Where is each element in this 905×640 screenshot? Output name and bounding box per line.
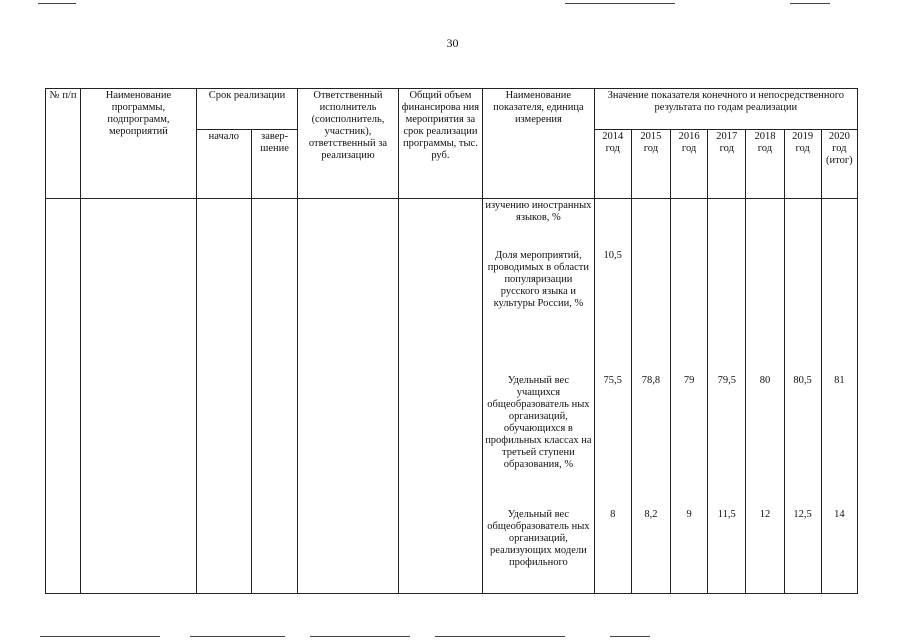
body-responsible-cell	[298, 199, 398, 594]
indicator-text: Удельный вес учащихся общеобразователь ных организаций, обучающихся в профильных классах на третьей ступени образования, %	[485, 375, 592, 470]
values-2020-cell	[821, 199, 857, 594]
header-start: начало	[196, 130, 251, 199]
body-program-cell	[81, 199, 197, 594]
header-indicator: Наименование показателя, единица измерения	[483, 89, 595, 199]
header-year-2020: 2020 год (итог)	[821, 130, 857, 199]
value-2014: 8	[610, 509, 616, 520]
values-2016-cell	[671, 199, 708, 594]
header-values-title: Значение показателя конечного и непосредственного результата по годам реализации	[594, 89, 857, 130]
value-2015: 8,2	[644, 509, 658, 520]
header-year-2017: 2017 год	[708, 130, 746, 199]
scan-artifact-line	[190, 636, 285, 637]
header-num: № п/п	[46, 89, 81, 199]
value-2017: 11,5	[717, 509, 736, 520]
value-2018	[748, 250, 781, 375]
values-2019-cell	[784, 199, 821, 594]
indicator-text: Удельный вес общеобразователь ных организаций, реализующих модели профильного	[487, 509, 590, 568]
value-2020	[824, 250, 855, 375]
header-program-name: Наименование программы, подпрограмм, мероприятий	[81, 89, 197, 199]
value-2019: 80,5	[793, 375, 812, 386]
indicator-cell	[483, 199, 595, 594]
values-2018-cell	[746, 199, 784, 594]
body-start-cell	[196, 199, 251, 594]
header-year-2014: 2014 год	[594, 130, 631, 199]
body-end-cell	[252, 199, 298, 594]
value-2014: 10,5	[603, 250, 622, 261]
value-2018: 80	[759, 375, 771, 386]
scan-artifact-line	[310, 636, 410, 637]
scan-artifact-line	[565, 3, 675, 4]
body-funding-cell	[398, 199, 482, 594]
header-year-2015: 2015 год	[631, 130, 670, 199]
scan-artifact-line	[40, 636, 160, 637]
value-2019	[787, 250, 819, 375]
values-2014-cell	[594, 199, 631, 594]
values-2015-cell	[631, 199, 670, 594]
value-2015	[634, 250, 668, 375]
indicator-text: изучению иностранных языков, %	[485, 200, 592, 223]
value-2019: 12,5	[793, 509, 812, 520]
value-2017	[710, 250, 743, 375]
value-2018: 12	[759, 509, 771, 520]
header-year-2019: 2019 год	[784, 130, 821, 199]
indicators-table	[45, 88, 858, 594]
indicator-text: Доля мероприятий, проводимых в области популяризации русского языка и культуры России, %	[487, 250, 589, 309]
value-2019	[787, 200, 819, 250]
page-number: 30	[446, 36, 459, 50]
value-2016: 79	[683, 375, 695, 386]
scan-artifact-line	[38, 3, 76, 4]
value-2017: 79,5	[717, 375, 736, 386]
header-year-2018: 2018 год	[746, 130, 784, 199]
value-2014	[597, 200, 629, 250]
value-2015: 78,8	[641, 375, 661, 386]
values-2017-cell	[708, 199, 746, 594]
value-2016	[673, 200, 705, 250]
header-funding: Общий объем финансирова ния мероприятия за срок реализации программы, тыс. руб.	[398, 89, 482, 199]
header-period: Срок реализации	[196, 89, 298, 130]
scan-artifact-line	[790, 3, 830, 4]
value-2017	[710, 200, 743, 250]
scan-artifact-line	[435, 636, 565, 637]
value-2014: 75,5	[603, 375, 622, 386]
header-year-2016: 2016 год	[671, 130, 708, 199]
body-num-cell	[46, 199, 81, 594]
scan-artifact-line	[610, 636, 650, 637]
header-responsible: Ответственный исполнитель (соисполнитель, участник), ответственный за реализацию	[298, 89, 398, 199]
value-2020: 81	[834, 375, 845, 386]
value-2018	[748, 200, 781, 250]
value-2016: 9	[686, 509, 692, 520]
value-2015	[634, 200, 668, 250]
header-end: завер-шение	[252, 130, 298, 199]
value-2020: 14	[834, 509, 845, 520]
value-2020	[824, 200, 855, 250]
value-2016	[673, 250, 705, 375]
